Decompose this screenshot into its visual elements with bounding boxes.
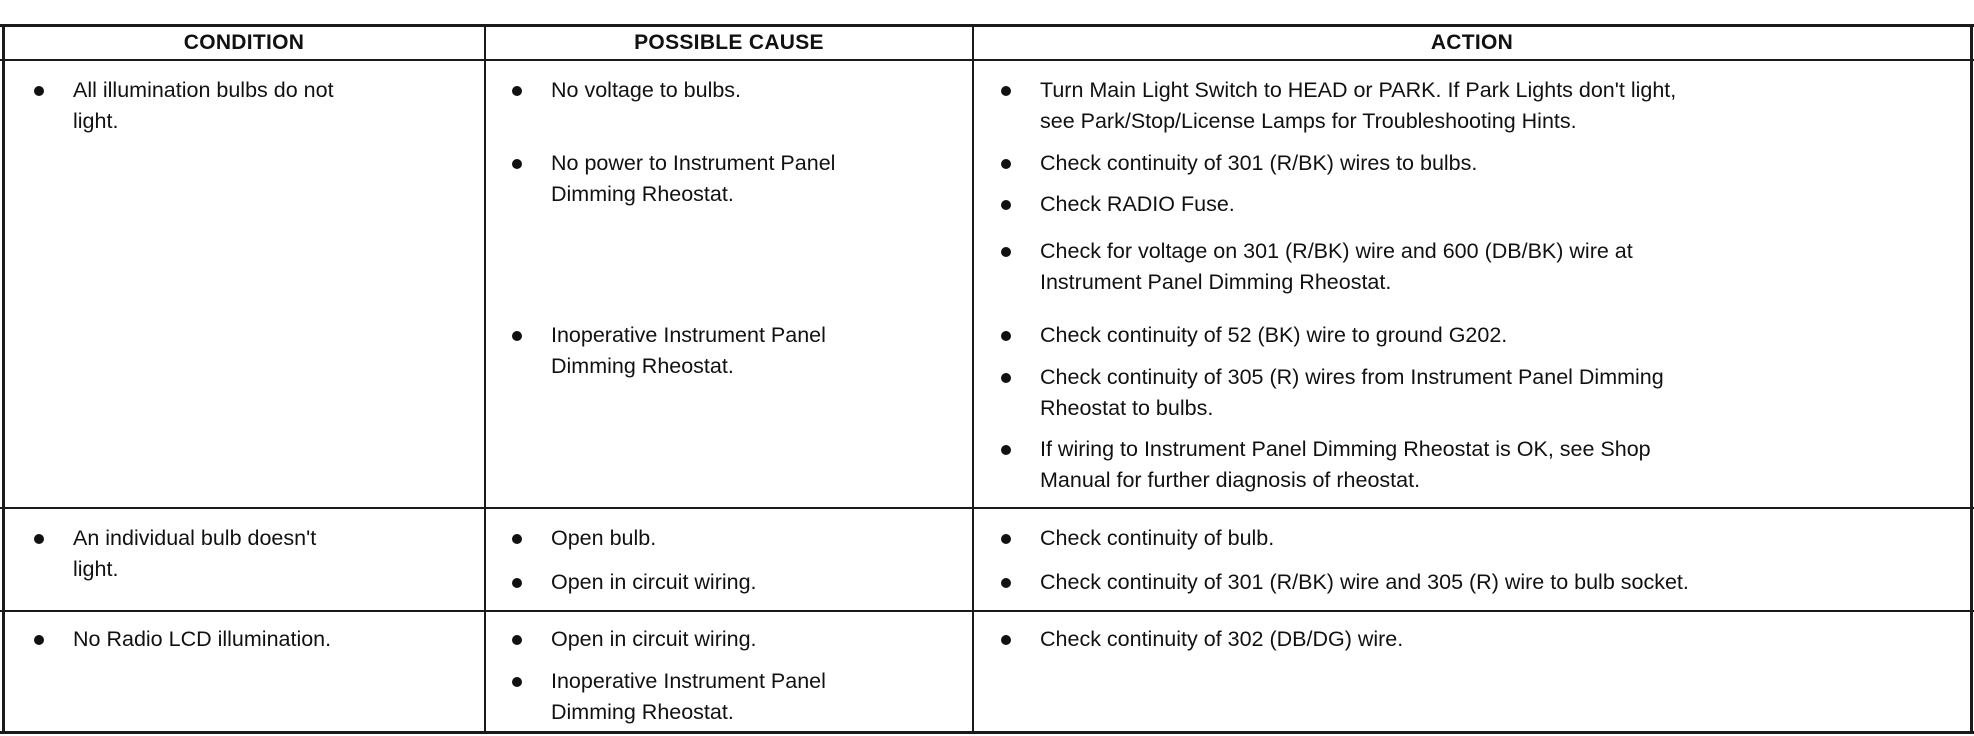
bullet-icon xyxy=(1001,200,1011,210)
action-text: Check continuity of bulb. xyxy=(1040,526,1275,550)
bullet-icon xyxy=(512,578,522,588)
bullet-icon xyxy=(1001,578,1011,588)
cause-item xyxy=(512,624,967,655)
bullet-icon xyxy=(512,331,522,341)
action-item xyxy=(1001,320,1966,351)
action-item xyxy=(1001,362,1966,424)
action-text: Check continuity of 52 (BK) wire to ground G202. xyxy=(1040,323,1508,347)
column-divider xyxy=(972,24,974,734)
action-item xyxy=(1001,567,1966,598)
action-text: If wiring to Instrument Panel Dimming Rheostat is OK, see Shop Manual for further diagnosis of rheostat. xyxy=(1040,437,1651,492)
condition-item xyxy=(34,523,474,585)
table-border-right xyxy=(1970,24,1973,734)
cause-item xyxy=(512,523,967,554)
bullet-icon xyxy=(1001,445,1011,455)
action-item xyxy=(1001,236,1966,298)
bullet-icon xyxy=(1001,635,1011,645)
table-border-left xyxy=(2,24,5,734)
column-divider xyxy=(484,24,486,734)
action-text: Check RADIO Fuse. xyxy=(1040,192,1235,216)
bullet-icon xyxy=(512,159,522,169)
bullet-icon xyxy=(1001,247,1011,257)
cause-item xyxy=(512,567,967,598)
bullet-icon xyxy=(1001,373,1011,383)
action-item xyxy=(1001,75,1966,137)
cause-item xyxy=(512,148,967,210)
bullet-icon xyxy=(512,677,522,687)
bullet-icon xyxy=(1001,534,1011,544)
action-text: Check continuity of 305 (R) wires from Instrument Panel Dimming Rheostat to bulbs. xyxy=(1040,365,1664,420)
cause-text: Open bulb. xyxy=(551,526,657,550)
action-item xyxy=(1001,189,1966,220)
bullet-icon xyxy=(34,534,44,544)
cause-text: Open in circuit wiring. xyxy=(551,627,757,651)
cause-text: Inoperative Instrument Panel Dimming Rheostat. xyxy=(551,669,826,724)
condition-text: An individual bulb doesn't light. xyxy=(73,526,317,581)
condition-text: No Radio LCD illumination. xyxy=(73,627,332,651)
condition-item xyxy=(34,624,474,655)
cause-item xyxy=(512,666,967,728)
condition-text: All illumination bulbs do not light. xyxy=(73,78,334,133)
row-divider xyxy=(0,507,1974,509)
condition-item xyxy=(34,75,474,137)
cause-item xyxy=(512,75,967,106)
header-possible-cause: POSSIBLE CAUSE xyxy=(634,31,824,54)
action-text: Check continuity of 301 (R/BK) wire and 305 (R) wire to bulb socket. xyxy=(1040,570,1689,594)
cause-text: No voltage to bulbs. xyxy=(551,78,742,102)
cause-text: No power to Instrument Panel Dimming Rheostat. xyxy=(551,151,836,206)
row-divider xyxy=(0,610,1974,612)
bullet-icon xyxy=(512,86,522,96)
header-condition: CONDITION xyxy=(183,31,305,54)
action-item xyxy=(1001,523,1966,554)
cause-item xyxy=(512,320,967,382)
header-divider xyxy=(0,59,1974,61)
cause-text: Inoperative Instrument Panel Dimming Rheostat. xyxy=(551,323,826,378)
header-action: ACTION xyxy=(1430,31,1514,54)
cause-text: Open in circuit wiring. xyxy=(551,570,757,594)
bullet-icon xyxy=(512,635,522,645)
bullet-icon xyxy=(34,86,44,96)
bullet-icon xyxy=(1001,331,1011,341)
action-text: Check continuity of 302 (DB/DG) wire. xyxy=(1040,627,1404,651)
action-text: Check for voltage on 301 (R/BK) wire and 600 (DB/BK) wire at Instrument Panel Dimming Rheostat. xyxy=(1040,239,1633,294)
action-item xyxy=(1001,624,1966,655)
action-item xyxy=(1001,434,1966,496)
action-text: Check continuity of 301 (R/BK) wires to bulbs. xyxy=(1040,151,1478,175)
table-border-bottom xyxy=(0,731,1974,734)
action-item xyxy=(1001,148,1966,179)
bullet-icon xyxy=(1001,159,1011,169)
action-text: Turn Main Light Switch to HEAD or PARK. If Park Lights don't light, see Park/Stop/License Lamps for Troubleshooting Hints. xyxy=(1040,78,1677,133)
bullet-icon xyxy=(512,534,522,544)
bullet-icon xyxy=(1001,86,1011,96)
bullet-icon xyxy=(34,635,44,645)
